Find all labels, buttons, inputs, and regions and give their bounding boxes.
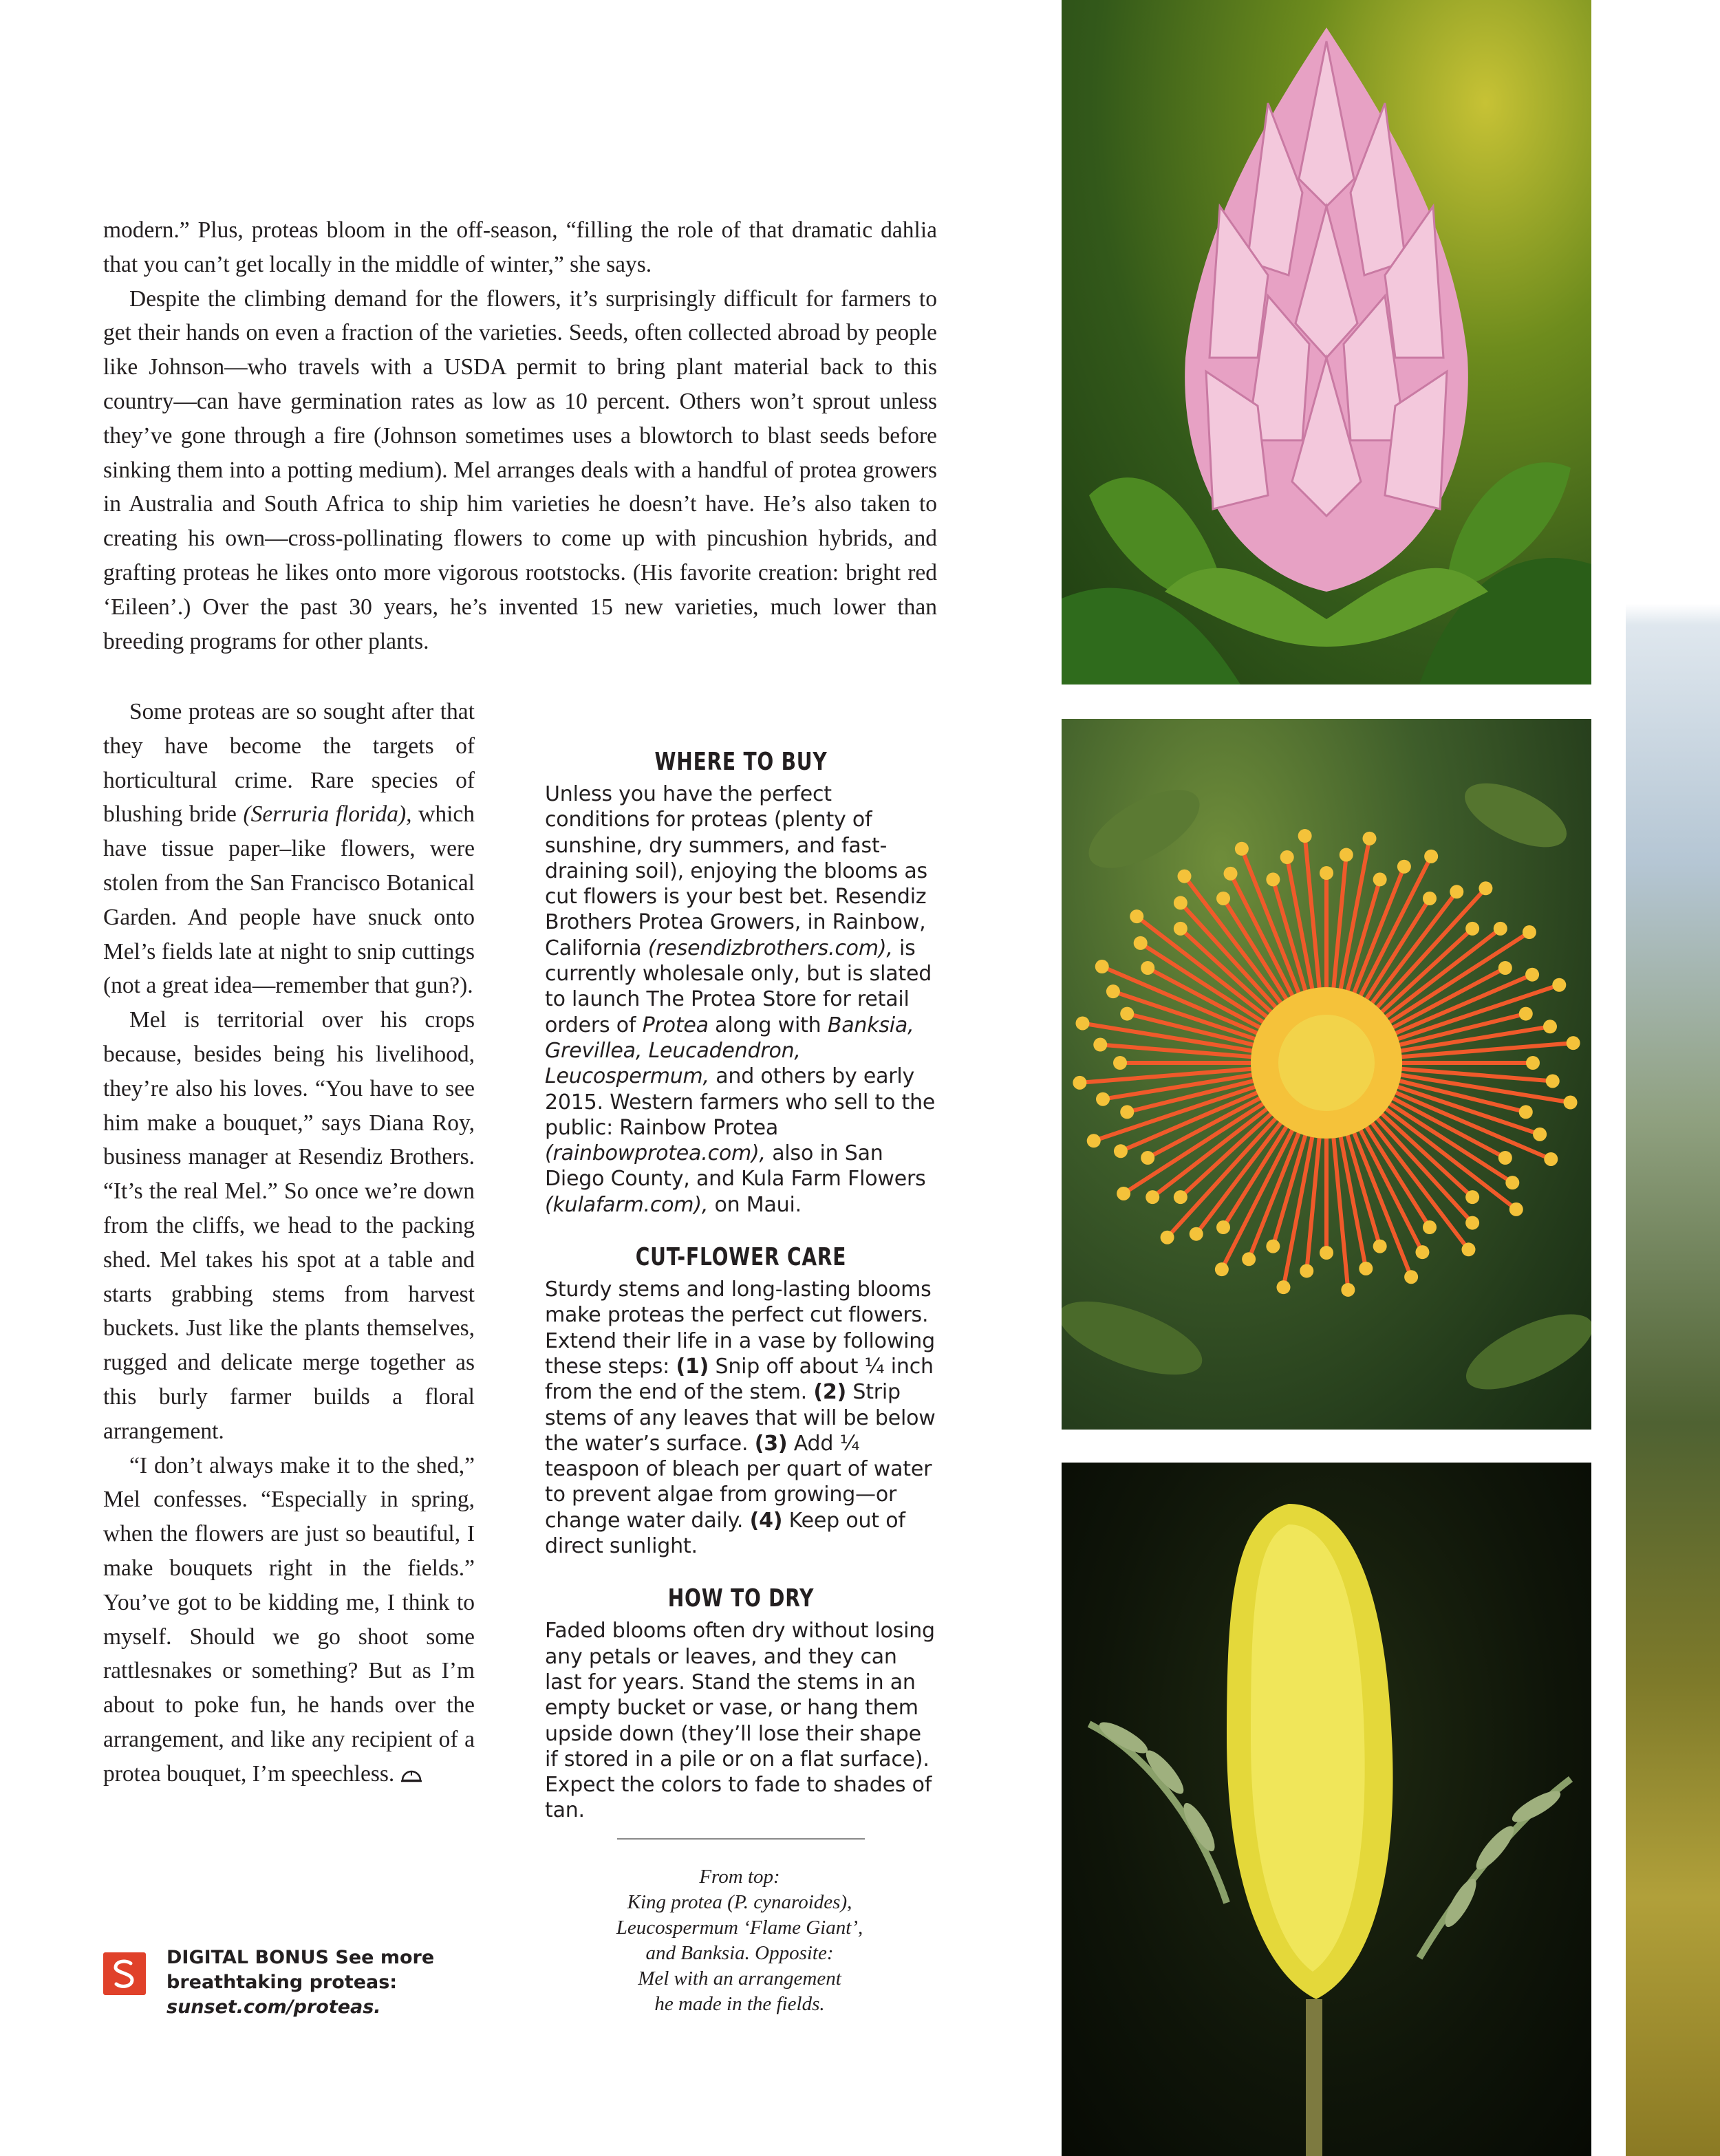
caption-line: he made in the fields.: [654, 1993, 825, 2015]
caption-line: Leucospermum ‘Flame Giant’,: [616, 1917, 863, 1939]
text-run: Some proteas are so sought after that they have become the targets of horticultural crime. Rare species of blushing bride: [103, 699, 475, 828]
where-to-buy-text: [545, 781, 937, 1218]
king-protea-photo: [1062, 0, 1591, 684]
flame-giant-photo: [1062, 719, 1591, 1430]
text-run: also in San Diego County, and Kula Farm Flowers: [545, 1141, 926, 1192]
end-mark-icon: [400, 1769, 422, 1782]
info-sidebar: [545, 743, 937, 1824]
where-to-buy-heading: WHERE TO BUY: [654, 748, 828, 776]
digital-bonus-label: DIGITAL BONUS: [166, 1947, 329, 1968]
text-run: on Maui.: [708, 1192, 802, 1217]
text-run: See more breathtaking proteas:: [166, 1947, 435, 1993]
digital-bonus: [166, 1945, 469, 2020]
article-paragraph: modern.” Plus, proteas bloom in the off-season, “filling the role of that dramatic dahlia that you can’t get locally in the middle of winter,” she says.: [103, 217, 937, 277]
sunset-logo-icon: [103, 1952, 146, 1995]
caption-divider: [617, 1838, 865, 1840]
step-number: (3): [754, 1431, 788, 1456]
text-run: Sturdy stems and long-lasting blooms make proteas the perfect cut flowers. Extend their life in a vase by following these steps:: [545, 1278, 935, 1379]
genus-name: Banksia, Grevillea, Leucadendron, Leucospermum,: [545, 1013, 914, 1089]
how-to-dry-text: Faded blooms often dry without losing any petals or leaves, and they can last for years. Stand the stems in an empty bucket or vase, or hang them upside down (they’ll lose their shape if stored in a pile or on a flat surface). Expect the colors to fade to shades of tan.: [545, 1619, 935, 1823]
genus-name: Protea: [642, 1013, 709, 1037]
how-to-dry-heading: HOW TO DRY: [667, 1584, 815, 1613]
article-paragraph: [103, 695, 475, 1003]
article-body-column: [103, 695, 475, 1791]
banksia-photo: [1062, 1463, 1591, 2156]
cut-flower-care-heading: CUT-FLOWER CARE: [635, 1243, 847, 1272]
step-number: (4): [749, 1508, 783, 1533]
text-run: Unless you have the perfect conditions for proteas (plenty of sunshine, dry summers, and fast-draining soil), enjoying the blooms as cut flowers is your best bet. Resendiz Brothers Protea Growers, in Rainbow, California: [545, 782, 927, 960]
website-reference: (resendizbrothers.com),: [647, 936, 893, 960]
website-reference: (kulafarm.com),: [545, 1192, 709, 1217]
text-run: and others by early 2015. Western farmers who sell to the public: Rainbow Protea: [545, 1064, 936, 1140]
article-body-top: [103, 213, 937, 658]
species-name: (Serruria florida),: [243, 801, 412, 828]
text-run: is currently wholesale only, but is slated to launch The Protea Store for retail orders of: [545, 936, 932, 1037]
article-paragraph: Despite the climbing demand for the flowers, it’s surprisingly difficult for farmers to get their hands on even a fraction of the varieties. Seeds, often collected abroad by people like Johnson—who travels with a USDA permit to bring plant material back to this country—can have germination rates as low as 10 percent. Others won’t sprout unless they’ve gone through a fire (Johnson sometimes uses a blowtorch to blast seeds before sinking them into a potting medium). Mel arranges deals with a handful of protea growers in Australia and South Africa to ship him varieties he doesn’t have. He’s also taken to creating his own—cross-pollinating flowers to come up with pincushion hybrids, and grafting proteas he likes onto more vigorous rootstocks. (His favorite creation: bright red ‘Eileen’.) Over the past 30 years, he’s invented 15 new varieties, much lower than breeding programs for other plants.: [103, 285, 937, 654]
text-run: Add ¼ teaspoon of bleach per quart of water to prevent algae from growing—or change water daily.: [545, 1431, 932, 1533]
text-run: Keep out of direct sunlight.: [545, 1508, 905, 1559]
cut-flower-care-text: [545, 1277, 937, 1559]
text-run: Strip stems of any leaves that will be below the water’s surface.: [545, 1380, 936, 1456]
caption-line: From top:: [699, 1866, 780, 1888]
opposite-page-photo-edge: [1626, 0, 1720, 2156]
text-run: “I don’t always make it to the shed,” Mel confesses. “Especially in spring, when the flowers are just so beautiful, I make bouquets right in the fields.” You’ve got to be kidding me, I think to myself. Should we go shoot some rattlesnakes or something? But as I’m about to poke fun, he hands over the arrangement, and like any recipient of a protea bouquet, I’m speechless.: [103, 1452, 475, 1787]
caption-line: and Banksia. Opposite:: [645, 1942, 834, 1964]
caption-line: Mel with an arrangement: [638, 1968, 841, 1990]
photo-caption: [550, 1864, 929, 2017]
step-number: (2): [813, 1380, 847, 1405]
digital-bonus-link[interactable]: sunset.com/proteas.: [166, 1996, 381, 2018]
text-run: which have tissue paper–like flowers, were stolen from the San Francisco Botanical Garden. And people have snuck onto Mel’s fields late at night to snip cuttings (not a great idea—remember that gun?).: [103, 801, 475, 999]
article-paragraph: [103, 1449, 475, 1791]
caption-line: King protea (P. cynaroides),: [627, 1891, 852, 1913]
text-run: Snip off about ¼ inch from the end of the stem.: [545, 1354, 934, 1405]
step-number: (1): [676, 1354, 709, 1379]
article-paragraph: Mel is territorial over his crops because, besides being his livelihood, they’re also his loves. “You have to see him make a bouquet,” says Diana Roy, business manager at Resendiz Brothers. “It’s the real Mel.” So once we’re down from the cliffs, we head to the packing shed. Mel takes his spot at a table and starts grabbing stems from harvest buckets. Just like the plants themselves, rugged and delicate merge together as this burly farmer builds a floral arrangement.: [103, 1007, 475, 1444]
text-run: along with: [708, 1013, 828, 1037]
website-reference: (rainbowprotea.com),: [545, 1141, 766, 1166]
